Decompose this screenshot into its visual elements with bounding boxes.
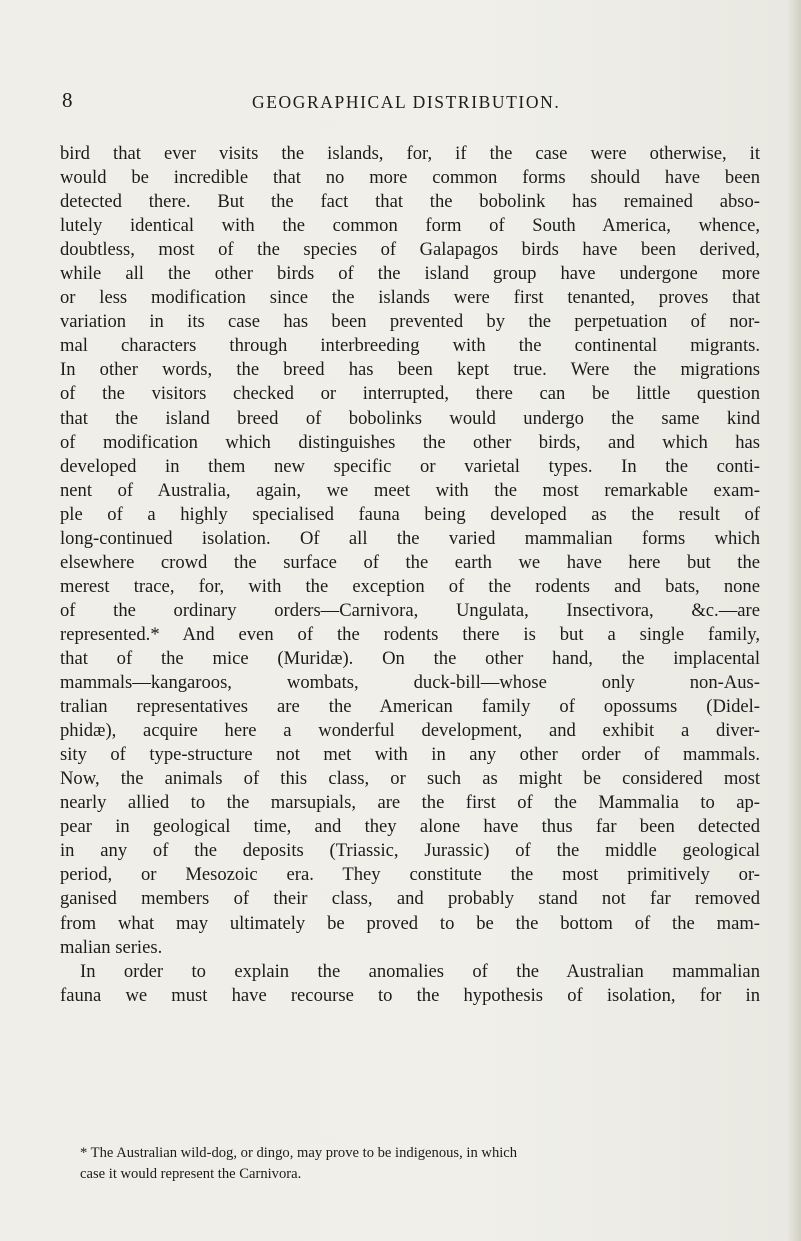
body-line: merest trace, for, with the exception of the rodents and bats, none (60, 575, 760, 597)
body-line: doubtless, most of the species of Galapagos birds have been derived, (60, 239, 760, 261)
body-line: fauna we must have recourse to the hypothesis of isolation, for in (60, 984, 760, 1006)
body-line: would be incredible that no more common forms should have been (60, 167, 760, 189)
body-line: or less modification since the islands were first tenanted, proves that (60, 287, 760, 309)
body-line: In other words, the breed has been kept true. Were the migrations (60, 359, 760, 381)
body-line: sity of type-structure not met with in any other order of mammals. (60, 744, 760, 766)
body-line: represented.* And even of the rodents there is but a single family, (60, 623, 760, 645)
body-line: of modification which distinguishes the other birds, and which has (60, 431, 760, 453)
body-line: variation in its case has been prevented by the perpetuation of nor- (60, 311, 760, 333)
body-line: phidæ), acquire here a wonderful development, and exhibit a diver- (60, 720, 760, 742)
body-line: mal characters through interbreeding with the continental migrants. (60, 335, 760, 357)
body-line: pear in geological time, and they alone have thus far been detected (60, 816, 760, 838)
page-edge-shadow (787, 0, 801, 1241)
body-line: ple of a highly specialised fauna being developed as the result of (60, 503, 760, 525)
body-line: Now, the animals of this class, or such as might be considered most (60, 768, 760, 790)
body-text (60, 142, 760, 1008)
body-line: detected there. But the fact that the bobolink has remained abso- (60, 191, 760, 213)
body-line: from what may ultimately be proved to be the bottom of the mam- (60, 912, 760, 934)
page-number: 8 (62, 88, 73, 112)
body-line: that the island breed of bobolinks would undergo the same kind (60, 407, 760, 429)
body-line: while all the other birds of the island group have undergone more (60, 263, 760, 285)
body-line: mammals—kangaroos, wombats, duck-bill—whose only non-Aus- (60, 672, 760, 694)
body-line: lutely identical with the common form of South America, whence, (60, 215, 760, 237)
body-line: developed in them new specific or varietal types. In the conti- (60, 455, 760, 477)
footnote (80, 1143, 760, 1185)
running-head: GEOGRAPHICAL DISTRIBUTION. (252, 92, 561, 112)
body-line: nearly allied to the marsupials, are the first of the Mammalia to ap- (60, 792, 760, 814)
body-line: elsewhere crowd the surface of the earth we have here but the (60, 551, 760, 573)
body-line: ganised members of their class, and probably stand not far removed (60, 888, 760, 910)
body-line: of the visitors checked or interrupted, there can be little question (60, 383, 760, 405)
body-line: that of the mice (Muridæ). On the other hand, the implacental (60, 647, 760, 669)
page-header (60, 86, 760, 116)
body-line: malian series. (60, 936, 163, 958)
footnote-line: case it would represent the Carnivora. (80, 1166, 302, 1182)
body-line: nent of Australia, again, we meet with the most remarkable exam- (60, 479, 760, 501)
body-line: long-continued isolation. Of all the varied mammalian forms which (60, 527, 760, 549)
body-line: period, or Mesozoic era. They constitute the most primitively or- (60, 864, 760, 886)
body-line: tralian representatives are the American family of opossums (Didel- (60, 696, 760, 718)
body-line: bird that ever visits the islands, for, if the case were otherwise, it (60, 143, 760, 164)
paragraph-start-line: In order to explain the anomalies of the Australian mammalian (80, 960, 760, 982)
body-line: in any of the deposits (Triassic, Jurassic) of the middle geological (60, 840, 760, 862)
body-line: of the ordinary orders—Carnivora, Ungulata, Insectivora, &c.—are (60, 599, 760, 621)
footnote-line: * The Australian wild-dog, or dingo, may prove to be indigenous, in which (80, 1145, 518, 1161)
